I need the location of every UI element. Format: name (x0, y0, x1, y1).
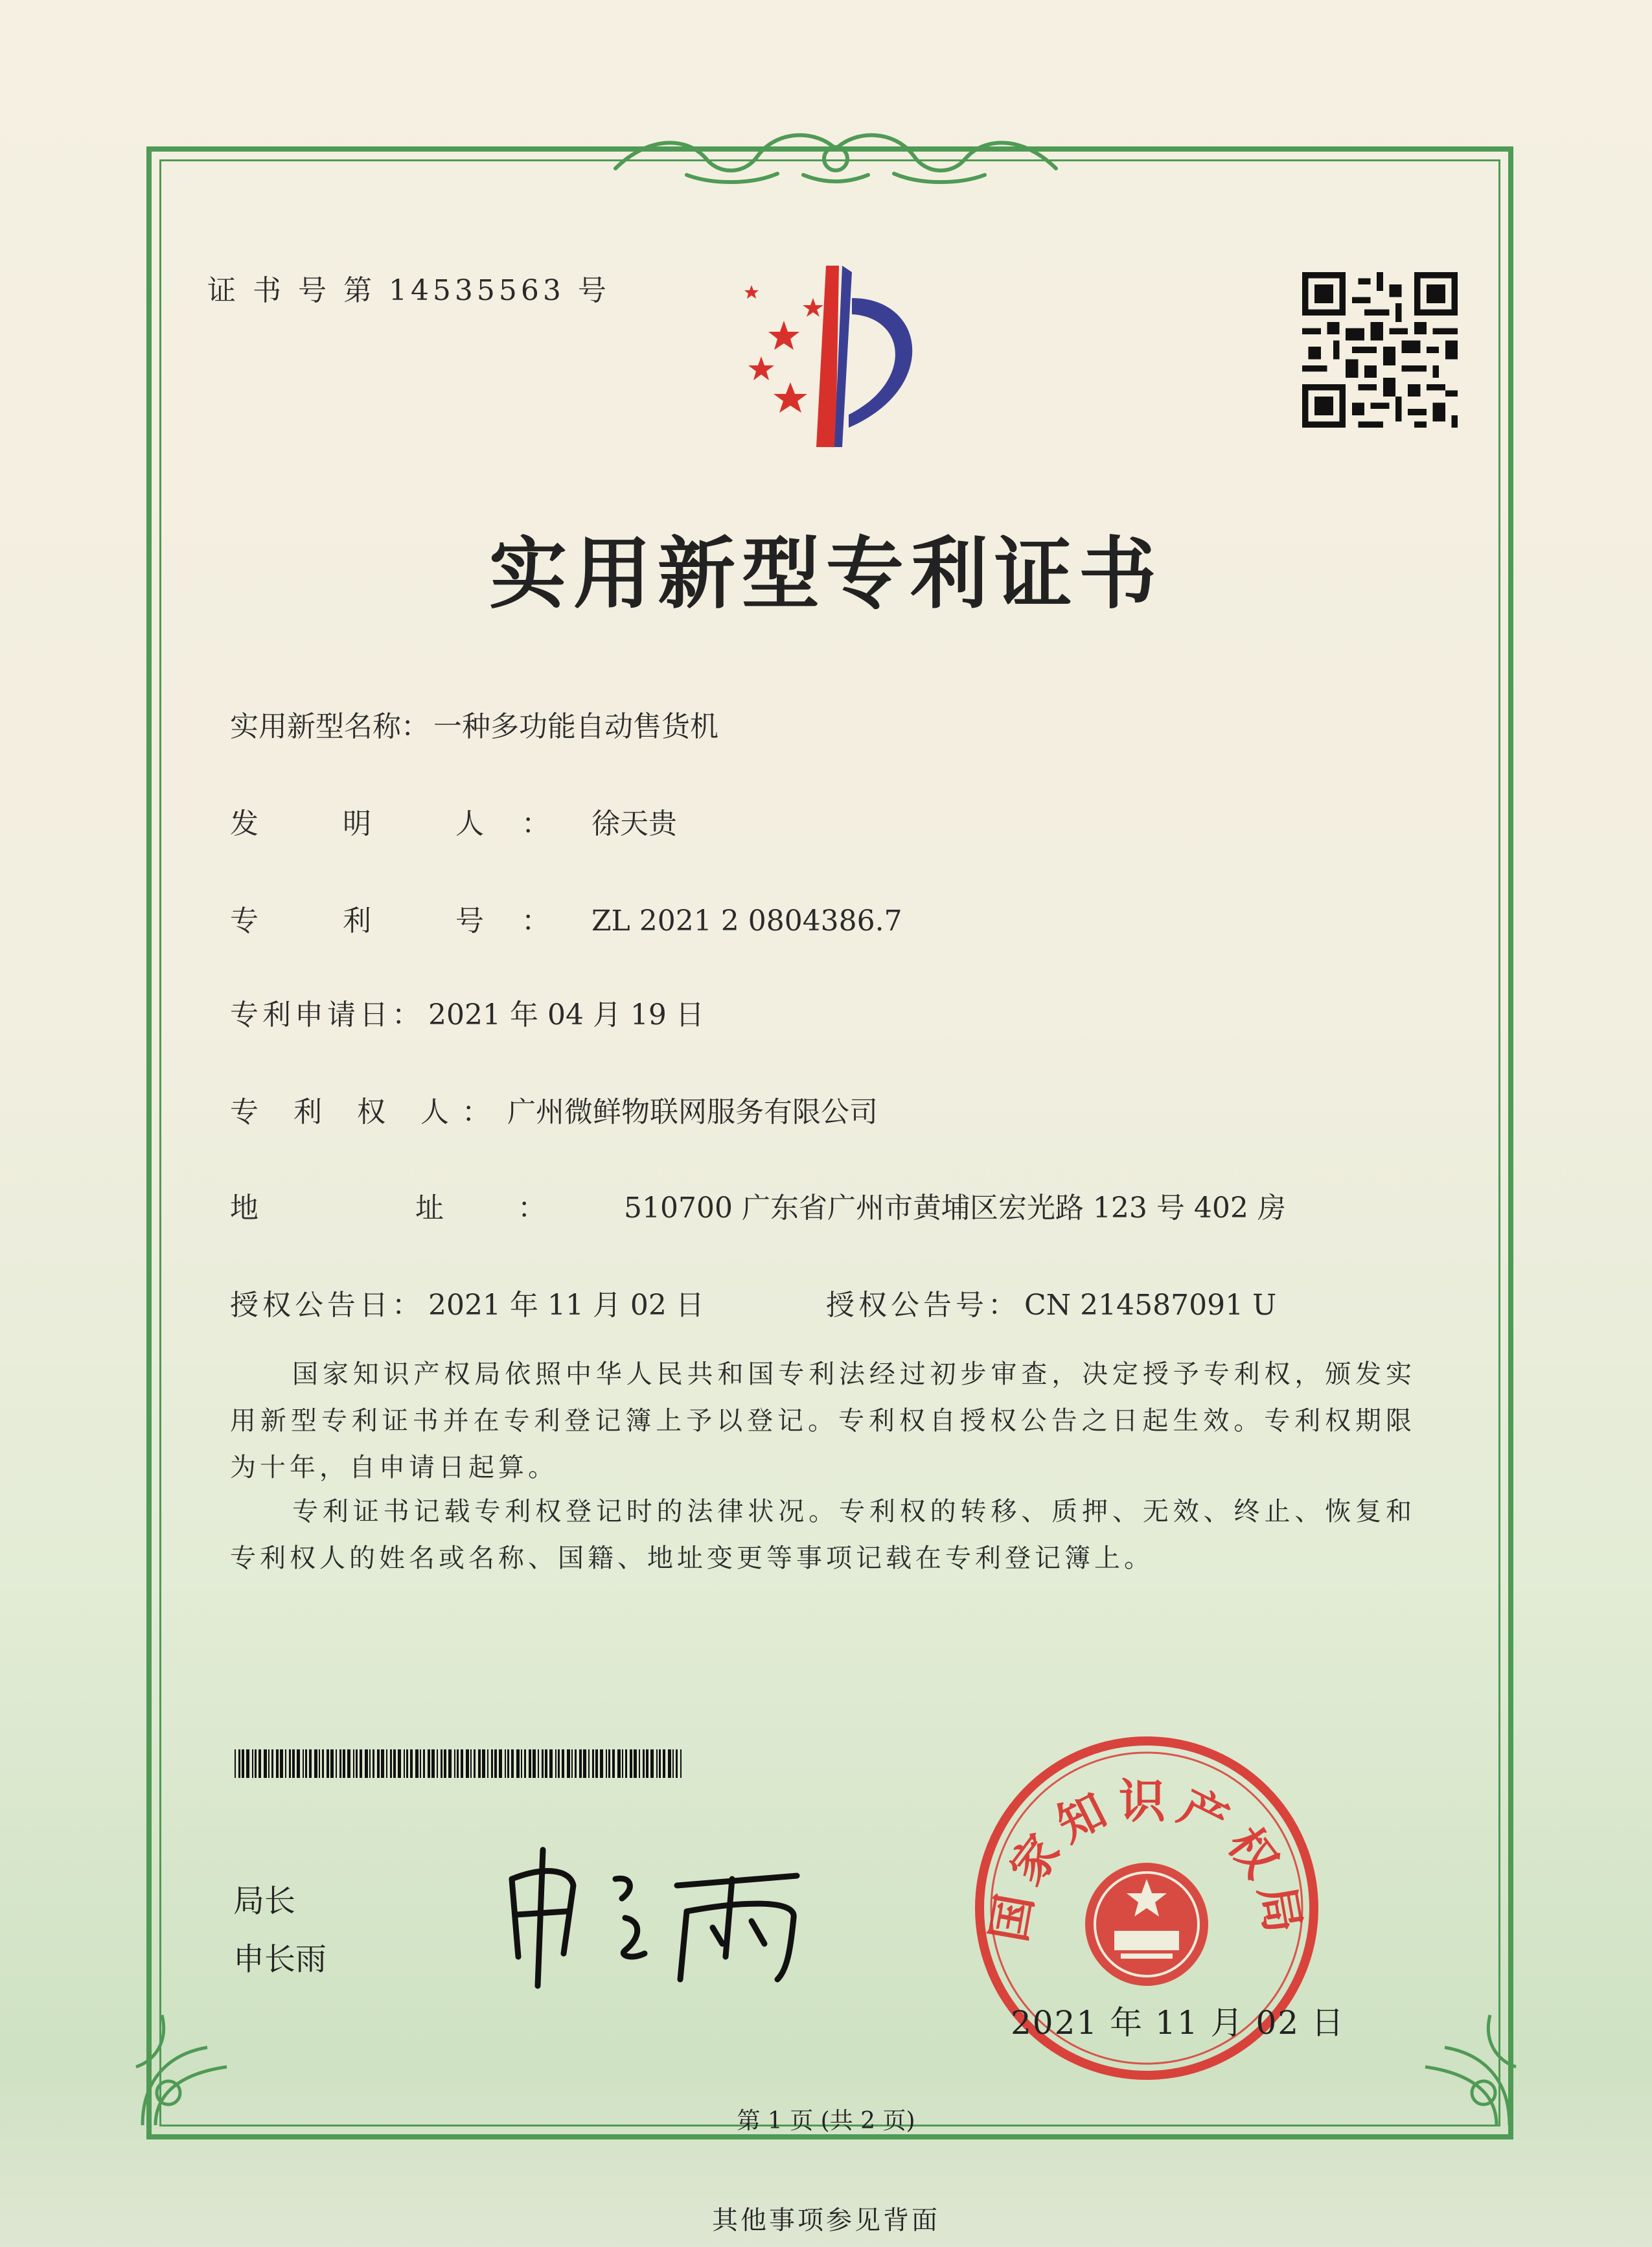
footer-note: 其他事项参见背面 (712, 2206, 940, 2235)
barcode-bar (303, 1749, 304, 1778)
patent-number-field (230, 897, 902, 939)
seal-date: 2021 年 11 月 02 日 (1011, 2004, 1345, 2042)
top-ornament-icon (609, 123, 1062, 188)
barcode-bar (448, 1749, 452, 1778)
field-label: 地 址： (230, 1192, 620, 1225)
barcode-bar (600, 1749, 603, 1778)
utility-model-name-field (230, 703, 718, 744)
grant-number-field (826, 1282, 1276, 1323)
barcode-bar (549, 1749, 553, 1778)
address: 510700 广东省广州市黄埔区宏光路 123 号 402 房 (624, 1192, 1286, 1225)
barcode-bar (410, 1749, 413, 1778)
filing-date: 2021 年 04 月 19 日 (428, 998, 704, 1031)
barcode-bar (482, 1749, 485, 1778)
patentee-name: 广州微鲜物联网服务有限公司 (507, 1096, 878, 1129)
barcode-bar (360, 1749, 362, 1778)
barcode-bar (314, 1749, 317, 1778)
barcode-bar (377, 1749, 380, 1778)
barcode-bar (622, 1749, 623, 1778)
patent-number: ZL 2021 2 0804386.7 (591, 905, 902, 938)
barcode-bar (423, 1749, 425, 1778)
barcode-bar (292, 1749, 295, 1778)
barcode-bar (441, 1749, 442, 1778)
barcode-bar (583, 1749, 586, 1778)
barcode-bar (280, 1749, 283, 1778)
barcode-bar (404, 1749, 405, 1778)
barcode-bar (625, 1749, 627, 1778)
barcode-bar (612, 1749, 615, 1778)
barcode-bar (499, 1749, 502, 1778)
barcode-bar (420, 1749, 421, 1778)
barcode-bar (356, 1749, 358, 1778)
barcode-bar (381, 1749, 384, 1778)
barcode-bar (634, 1749, 637, 1778)
barcode-bar (470, 1749, 472, 1778)
barcode-bar (571, 1749, 573, 1778)
barcode-bar (252, 1749, 253, 1778)
field-label: 发 明 人： (230, 807, 588, 840)
filing-date-field (230, 991, 704, 1033)
grant-number: CN 214587091 U (1024, 1289, 1277, 1322)
barcode-bar (579, 1749, 582, 1778)
barcode-bar (606, 1749, 607, 1778)
barcode-icon (235, 1749, 682, 1778)
barcode-bar (369, 1749, 371, 1778)
barcode-bar (672, 1749, 674, 1778)
field-label: 专 利 权 人： (230, 1096, 503, 1129)
barcode-bar (242, 1749, 244, 1778)
barcode-bar (608, 1749, 610, 1778)
field-label: 授权公告日： (230, 1289, 424, 1322)
barcode-bar (457, 1749, 459, 1778)
barcode-bar (487, 1749, 488, 1778)
barcode-bar (524, 1749, 526, 1778)
field-label: 授权公告号： (826, 1289, 1020, 1322)
barcode-bar (529, 1749, 531, 1778)
barcode-bar (646, 1749, 648, 1778)
barcode-bar (305, 1749, 307, 1778)
field-label: 专利申请日： (230, 998, 424, 1031)
barcode-bar (533, 1749, 536, 1778)
barcode-bar (437, 1749, 438, 1778)
qr-code-icon (1302, 272, 1458, 428)
barcode-bar (393, 1749, 396, 1778)
barcode-bar (680, 1749, 682, 1778)
legal-status-paragraph: 专利证书记载专利权登记时的法律状况。专利权的转移、质押、无效、终止、恢复和专利权人的姓名或名称、国籍、地址变更等事项记载在专利登记簿上。 (230, 1497, 1416, 1573)
field-label: 实用新型名称： (230, 710, 430, 743)
barcode-bar (659, 1749, 661, 1778)
barcode-bar (431, 1749, 435, 1778)
barcode-bar (617, 1749, 621, 1778)
barcode-bar (235, 1749, 236, 1778)
barcode-bar (575, 1749, 577, 1778)
barcode-bar (491, 1749, 493, 1778)
certificate-number: 证 书 号 第 14535563 号 (207, 274, 610, 307)
seal-text: 国家知识产权局 (980, 1773, 1313, 1946)
barcode-bar (339, 1749, 341, 1778)
barcode-bar (268, 1749, 270, 1778)
utility-model-name: 一种多功能自动售货机 (433, 710, 718, 743)
barcode-bar (466, 1749, 469, 1778)
barcode-bar (258, 1749, 261, 1778)
barcode-bar (511, 1749, 514, 1778)
barcode-bar (322, 1749, 324, 1778)
page-indicator: 第 1 页 (共 2 页) (737, 2108, 915, 2134)
barcode-bar (592, 1749, 594, 1778)
director-title: 局长 (233, 1883, 296, 1919)
barcode-bar (276, 1749, 279, 1778)
barcode-bar (297, 1749, 300, 1778)
barcode-bar (542, 1749, 544, 1778)
barcode-bar (630, 1749, 632, 1778)
barcode-bar (656, 1749, 658, 1778)
barcode-bar (271, 1749, 273, 1778)
barcode-bar (246, 1749, 249, 1778)
barcode-bar (545, 1749, 547, 1778)
barcode-bar (319, 1749, 320, 1778)
barcode-bar (521, 1749, 522, 1778)
barcode-bar (238, 1749, 240, 1778)
barcode-bar (428, 1749, 430, 1778)
inventor-name: 徐天贵 (591, 807, 677, 840)
barcode-bar (398, 1749, 401, 1778)
barcode-bar (507, 1749, 509, 1778)
barcode-bar (444, 1749, 446, 1778)
barcode-bar (365, 1749, 368, 1778)
director-name: 申长雨 (233, 1941, 327, 1977)
barcode-bar (478, 1749, 481, 1778)
barcode-bar (336, 1749, 337, 1778)
barcode-bar (562, 1749, 564, 1778)
barcode-bar (415, 1749, 419, 1778)
barcode-bar (343, 1749, 345, 1778)
barcode-bar (386, 1749, 387, 1778)
grant-date-field (230, 1282, 704, 1323)
barcode-bar (390, 1749, 392, 1778)
certificate-title: 实用新型专利证书 (489, 528, 1163, 619)
field-label: 专 利 号： (230, 905, 588, 938)
barcode-bar (676, 1749, 678, 1778)
barcode-bar (663, 1749, 665, 1778)
barcode-bar (327, 1749, 329, 1778)
barcode-bar (373, 1749, 374, 1778)
barcode-bar (347, 1749, 350, 1778)
barcode-bar (353, 1749, 354, 1778)
barcode-bar (567, 1749, 570, 1778)
barcode-bar (330, 1749, 334, 1778)
inventor-field (230, 800, 677, 842)
barcode-bar (643, 1749, 645, 1778)
barcode-bar (494, 1749, 497, 1778)
patentee-field (230, 1089, 878, 1130)
barcode-bar (264, 1749, 267, 1778)
barcode-bar (588, 1749, 590, 1778)
barcode-bar (650, 1749, 654, 1778)
barcode-bar (285, 1749, 286, 1778)
barcode-bar (555, 1749, 556, 1778)
barcode-bar (454, 1749, 455, 1778)
barcode-bar (516, 1749, 520, 1778)
barcode-bar (309, 1749, 312, 1778)
barcode-bar (406, 1749, 408, 1778)
barcode-bar (668, 1749, 671, 1778)
barcode-bar (639, 1749, 640, 1778)
barcode-bar (505, 1749, 506, 1778)
grant-statement-paragraph: 国家知识产权局依照中华人民共和国专利法经过初步审查，决定授予专利权，颁发实用新型专利证书并在专利登记簿上予以登记。专利权自授权公告之日起生效。专利权期限为十年，自申请日起算。 (230, 1359, 1416, 1482)
grant-date: 2021 年 11 月 02 日 (428, 1289, 704, 1322)
barcode-bar (255, 1749, 257, 1778)
barcode-bar (289, 1749, 291, 1778)
barcode-bar (595, 1749, 598, 1778)
barcode-bar (558, 1749, 560, 1778)
barcode-bar (461, 1749, 463, 1778)
director-signature-icon (492, 1840, 829, 1989)
patent-office-logo-icon (713, 259, 959, 454)
barcode-bar (474, 1749, 476, 1778)
address-field (230, 1184, 1286, 1226)
barcode-bar (538, 1749, 539, 1778)
